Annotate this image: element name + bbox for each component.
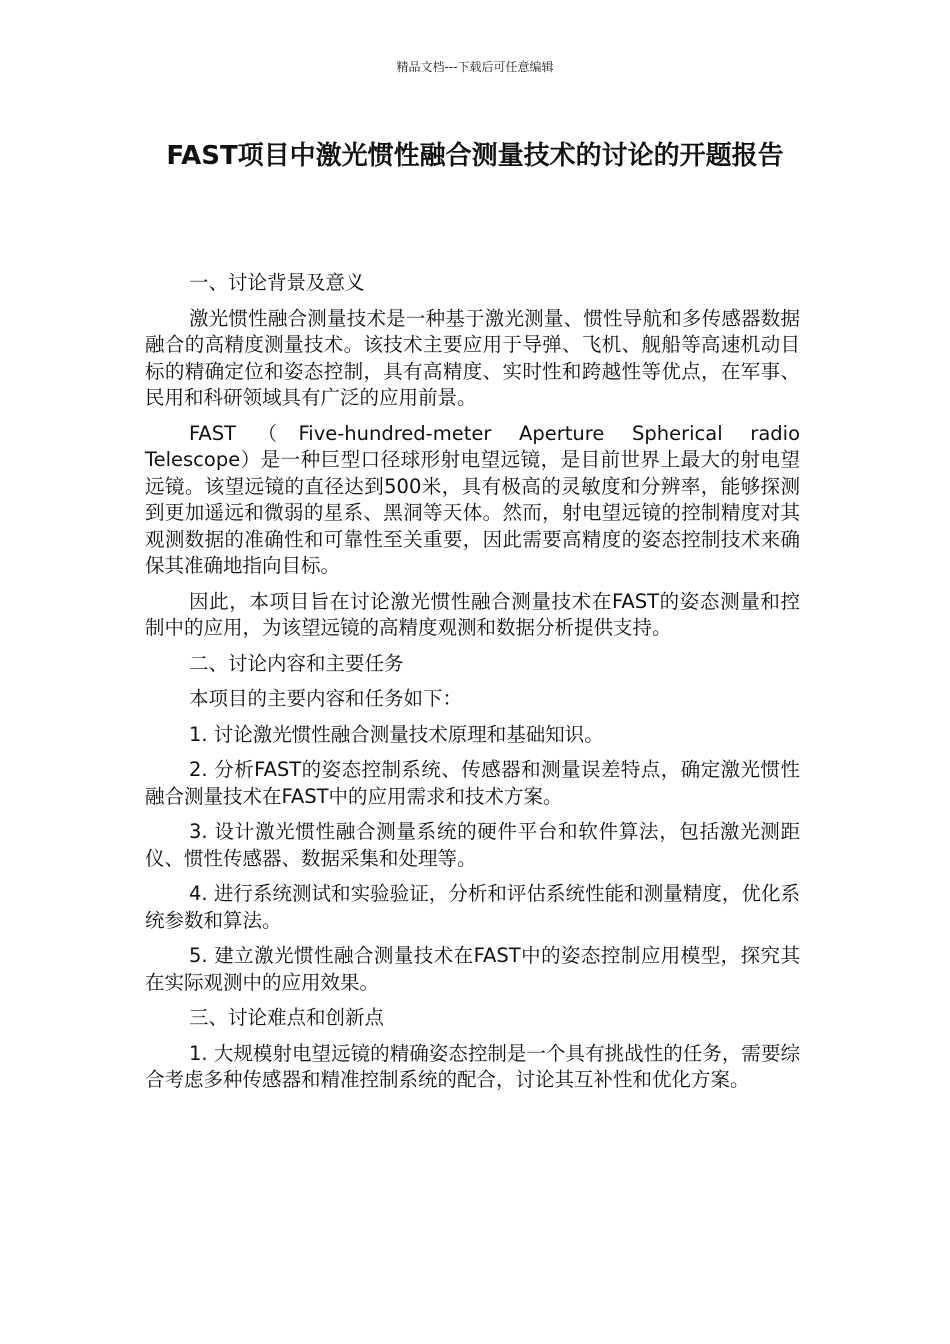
task-item-3: 3. 设计激光惯性融合测量系统的硬件平台和软件算法，包括激光测距仪、惯性传感器、数据采集和处理等。 [145, 820, 800, 870]
section-heading-difficulties: 三、讨论难点和创新点 [189, 1006, 385, 1029]
paragraph-tasks-intro: 本项目的主要内容和任务如下： [189, 687, 463, 710]
task-item-4: 4. 进行系统测试和实验验证，分析和评估系统性能和测量精度，优化系统参数和算法。 [145, 882, 800, 932]
document-title: FAST项目中激光惯性融合测量技术的讨论的开题报告 [166, 141, 784, 171]
paragraph-technology-intro: 激光惯性融合测量技术是一种基于激光测量、惯性导航和多传感器数据融合的高精度测量技术。该技术主要应用于导弹、飞机、舰船等高速机动目标的精确定位和姿态控制，具有高精度、实时性和跨越性等优点，在军事、民用和科研领域具有广泛的应用前景。 [145, 306, 800, 409]
section-heading-content: 二、讨论内容和主要任务 [189, 651, 404, 675]
paragraph-project-aim: 因此，本项目旨在讨论激光惯性融合测量技术在FAST的姿态测量和控制中的应用，为该望远镜的高精度观测和数据分析提供支持。 [145, 589, 800, 639]
task-item-1: 1. 讨论激光惯性融合测量技术原理和基础知识。 [189, 722, 604, 746]
section-heading-background: 一、讨论背景及意义 [189, 271, 365, 294]
difficulty-item-1: 1. 大规模射电望远镜的精确姿态控制是一个具有挑战性的任务，需要综合考虑多种传感器和精准控制系统的配合，讨论其互补性和优化方案。 [145, 1041, 800, 1091]
document-body [145, 270, 800, 1103]
paragraph-fast-intro: FAST（Five-hundred-meter Aperture Spherical radio Telescope）是一种巨型口径球形射电望远镜，是目前世界上最大的射电望远镜。该望远镜的直径达到500米，具有极高的灵敏度和分辨率，能够探测到更加遥远和微弱的星系、黑洞等天体。然而，射电望远镜的控制精度对其观测数据的准确性和可靠性至关重要，因此需要高精度的姿态控制技术来确保其准确地指向目标。 [145, 421, 800, 577]
task-item-5: 5. 建立激光惯性融合测量技术在FAST中的姿态控制应用模型，探究其在实际观测中的应用效果。 [145, 944, 800, 994]
header-note: 精品文档---下载后可任意编辑 [396, 60, 554, 74]
task-item-2: 2. 分析FAST的姿态控制系统、传感器和测量误差特点，确定激光惯性融合测量技术在FAST中的应用需求和技术方案。 [145, 758, 800, 808]
